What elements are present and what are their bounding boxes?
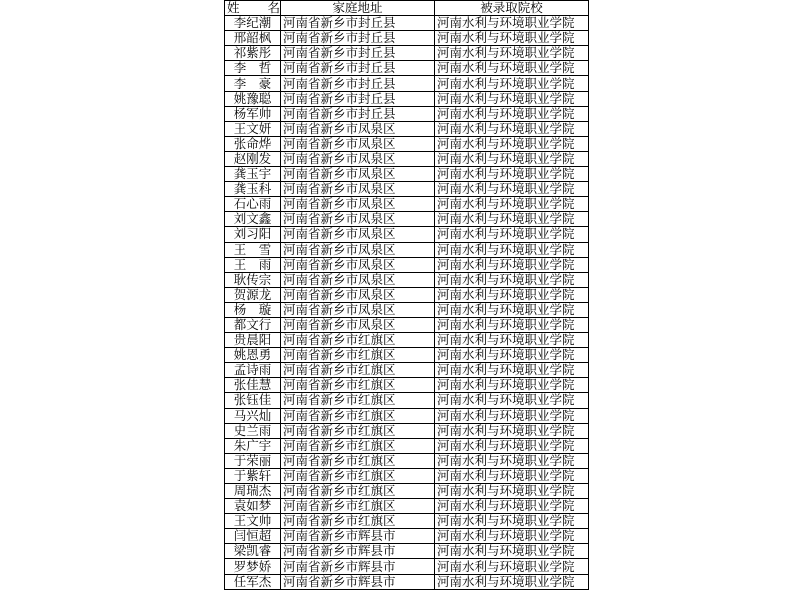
school-cell: 河南水利与环境职业学院 — [435, 378, 589, 393]
school-cell: 河南水利与环境职业学院 — [435, 242, 589, 257]
school-cell: 河南水利与环境职业学院 — [435, 227, 589, 242]
name-cell: 姚豫聪 — [225, 91, 281, 106]
address-cell: 河南省新乡市凤泉区 — [281, 272, 435, 287]
table-row — [225, 167, 589, 182]
name-cell: 闫恒超 — [225, 529, 281, 544]
table-row — [225, 212, 589, 227]
school-cell: 河南水利与环境职业学院 — [435, 574, 589, 589]
table-row — [225, 529, 589, 544]
address-cell: 河南省新乡市封丘县 — [281, 106, 435, 121]
name-cell: 张佳慧 — [225, 378, 281, 393]
school-cell: 河南水利与环境职业学院 — [435, 423, 589, 438]
address-cell: 河南省新乡市红旗区 — [281, 484, 435, 499]
address-cell: 河南省新乡市红旗区 — [281, 468, 435, 483]
address-cell: 河南省新乡市红旗区 — [281, 514, 435, 529]
address-cell: 河南省新乡市凤泉区 — [281, 242, 435, 257]
table-row — [225, 378, 589, 393]
table-row — [225, 333, 589, 348]
address-cell: 河南省新乡市凤泉区 — [281, 151, 435, 166]
address-cell: 河南省新乡市封丘县 — [281, 61, 435, 76]
table-row — [225, 106, 589, 121]
school-cell: 河南水利与环境职业学院 — [435, 529, 589, 544]
table-row — [225, 182, 589, 197]
address-cell: 河南省新乡市凤泉区 — [281, 317, 435, 332]
school-cell: 河南水利与环境职业学院 — [435, 151, 589, 166]
header-row — [225, 1, 589, 16]
table-header — [225, 1, 589, 16]
school-cell: 河南水利与环境职业学院 — [435, 514, 589, 529]
name-cell: 杨 璇 — [225, 302, 281, 317]
address-cell: 河南省新乡市封丘县 — [281, 76, 435, 91]
school-cell: 河南水利与环境职业学院 — [435, 484, 589, 499]
name-cell: 赵刚发 — [225, 151, 281, 166]
school-cell: 河南水利与环境职业学院 — [435, 453, 589, 468]
school-cell: 河南水利与环境职业学院 — [435, 61, 589, 76]
name-cell: 袁如梦 — [225, 499, 281, 514]
name-cell: 罗梦娇 — [225, 559, 281, 574]
table-body — [225, 16, 589, 590]
address-column-header: 家庭地址 — [281, 1, 435, 16]
table-row — [225, 31, 589, 46]
table-row — [225, 61, 589, 76]
table-row — [225, 438, 589, 453]
address-cell: 河南省新乡市红旗区 — [281, 453, 435, 468]
name-cell: 马兴灿 — [225, 408, 281, 423]
name-cell: 李纪潮 — [225, 16, 281, 31]
school-cell: 河南水利与环境职业学院 — [435, 182, 589, 197]
address-cell: 河南省新乡市红旗区 — [281, 333, 435, 348]
address-cell: 河南省新乡市凤泉区 — [281, 212, 435, 227]
school-cell: 河南水利与环境职业学院 — [435, 257, 589, 272]
table-row — [225, 453, 589, 468]
address-cell: 河南省新乡市红旗区 — [281, 378, 435, 393]
address-cell: 河南省新乡市封丘县 — [281, 46, 435, 61]
name-cell: 刘习阳 — [225, 227, 281, 242]
address-cell: 河南省新乡市封丘县 — [281, 91, 435, 106]
name-cell: 龚玉宇 — [225, 167, 281, 182]
table-row — [225, 423, 589, 438]
address-cell: 河南省新乡市红旗区 — [281, 438, 435, 453]
table-row — [225, 514, 589, 529]
name-cell: 孟诗雨 — [225, 363, 281, 378]
address-cell: 河南省新乡市凤泉区 — [281, 121, 435, 136]
address-cell: 河南省新乡市红旗区 — [281, 348, 435, 363]
school-cell: 河南水利与环境职业学院 — [435, 499, 589, 514]
address-cell: 河南省新乡市红旗区 — [281, 363, 435, 378]
name-cell: 贵晨阳 — [225, 333, 281, 348]
table-row — [225, 287, 589, 302]
table-row — [225, 76, 589, 91]
school-cell: 河南水利与环境职业学院 — [435, 333, 589, 348]
name-cell: 王 雨 — [225, 257, 281, 272]
school-cell: 河南水利与环境职业学院 — [435, 302, 589, 317]
name-cell: 李 哲 — [225, 61, 281, 76]
school-cell: 河南水利与环境职业学院 — [435, 76, 589, 91]
name-cell: 朱广宇 — [225, 438, 281, 453]
table-row — [225, 484, 589, 499]
address-cell: 河南省新乡市红旗区 — [281, 423, 435, 438]
school-cell: 河南水利与环境职业学院 — [435, 363, 589, 378]
table-row — [225, 559, 589, 574]
address-cell: 河南省新乡市辉县市 — [281, 574, 435, 589]
address-cell: 河南省新乡市凤泉区 — [281, 257, 435, 272]
school-cell: 河南水利与环境职业学院 — [435, 393, 589, 408]
table-row — [225, 136, 589, 151]
table-row — [225, 121, 589, 136]
name-cell: 杨军帅 — [225, 106, 281, 121]
name-cell: 姚恩勇 — [225, 348, 281, 363]
table-row — [225, 363, 589, 378]
name-cell: 史兰雨 — [225, 423, 281, 438]
table-row — [225, 272, 589, 287]
name-cell: 刘文鑫 — [225, 212, 281, 227]
school-cell: 河南水利与环境职业学院 — [435, 544, 589, 559]
address-cell: 河南省新乡市凤泉区 — [281, 136, 435, 151]
school-cell: 河南水利与环境职业学院 — [435, 121, 589, 136]
school-cell: 河南水利与环境职业学院 — [435, 106, 589, 121]
school-cell: 河南水利与环境职业学院 — [435, 468, 589, 483]
table-row — [225, 151, 589, 166]
address-cell: 河南省新乡市封丘县 — [281, 16, 435, 31]
address-cell: 河南省新乡市辉县市 — [281, 559, 435, 574]
name-column-header: 姓 名 — [225, 1, 281, 16]
name-cell: 龚玉科 — [225, 182, 281, 197]
address-cell: 河南省新乡市辉县市 — [281, 529, 435, 544]
table-row — [225, 468, 589, 483]
school-cell: 河南水利与环境职业学院 — [435, 438, 589, 453]
address-cell: 河南省新乡市凤泉区 — [281, 287, 435, 302]
table-row — [225, 227, 589, 242]
name-cell: 都文行 — [225, 317, 281, 332]
table-row — [225, 46, 589, 61]
name-cell: 任军杰 — [225, 574, 281, 589]
name-cell: 邢韶枫 — [225, 31, 281, 46]
address-cell: 河南省新乡市凤泉区 — [281, 167, 435, 182]
school-column-header: 被录取院校 — [435, 1, 589, 16]
address-cell: 河南省新乡市凤泉区 — [281, 302, 435, 317]
address-cell: 河南省新乡市红旗区 — [281, 499, 435, 514]
table-row — [225, 408, 589, 423]
table-row — [225, 242, 589, 257]
name-cell: 王文帅 — [225, 514, 281, 529]
table-row — [225, 544, 589, 559]
address-cell: 河南省新乡市辉县市 — [281, 544, 435, 559]
table-row — [225, 348, 589, 363]
school-cell: 河南水利与环境职业学院 — [435, 408, 589, 423]
school-cell: 河南水利与环境职业学院 — [435, 559, 589, 574]
address-cell: 河南省新乡市凤泉区 — [281, 227, 435, 242]
school-cell: 河南水利与环境职业学院 — [435, 197, 589, 212]
admission-table — [224, 0, 589, 590]
address-cell: 河南省新乡市凤泉区 — [281, 182, 435, 197]
name-cell: 祁紫彤 — [225, 46, 281, 61]
name-cell: 于紫轩 — [225, 468, 281, 483]
table-row — [225, 257, 589, 272]
school-cell: 河南水利与环境职业学院 — [435, 16, 589, 31]
school-cell: 河南水利与环境职业学院 — [435, 348, 589, 363]
name-cell: 王文妍 — [225, 121, 281, 136]
address-cell: 河南省新乡市凤泉区 — [281, 197, 435, 212]
name-cell: 王 雪 — [225, 242, 281, 257]
name-cell: 耿传宗 — [225, 272, 281, 287]
name-cell: 张命烨 — [225, 136, 281, 151]
name-cell: 梁凯睿 — [225, 544, 281, 559]
table-row — [225, 91, 589, 106]
table-row — [225, 317, 589, 332]
table-row — [225, 574, 589, 589]
school-cell: 河南水利与环境职业学院 — [435, 91, 589, 106]
school-cell: 河南水利与环境职业学院 — [435, 46, 589, 61]
name-cell: 于荣丽 — [225, 453, 281, 468]
name-cell: 石心雨 — [225, 197, 281, 212]
table-row — [225, 16, 589, 31]
table-row — [225, 197, 589, 212]
table-row — [225, 393, 589, 408]
name-cell: 周瑞杰 — [225, 484, 281, 499]
name-cell: 张钰佳 — [225, 393, 281, 408]
address-cell: 河南省新乡市封丘县 — [281, 31, 435, 46]
school-cell: 河南水利与环境职业学院 — [435, 317, 589, 332]
table-row — [225, 499, 589, 514]
school-cell: 河南水利与环境职业学院 — [435, 272, 589, 287]
name-cell: 贺源龙 — [225, 287, 281, 302]
school-cell: 河南水利与环境职业学院 — [435, 136, 589, 151]
address-cell: 河南省新乡市红旗区 — [281, 393, 435, 408]
school-cell: 河南水利与环境职业学院 — [435, 167, 589, 182]
address-cell: 河南省新乡市红旗区 — [281, 408, 435, 423]
table-row — [225, 302, 589, 317]
school-cell: 河南水利与环境职业学院 — [435, 212, 589, 227]
school-cell: 河南水利与环境职业学院 — [435, 31, 589, 46]
name-cell: 李 豪 — [225, 76, 281, 91]
school-cell: 河南水利与环境职业学院 — [435, 287, 589, 302]
